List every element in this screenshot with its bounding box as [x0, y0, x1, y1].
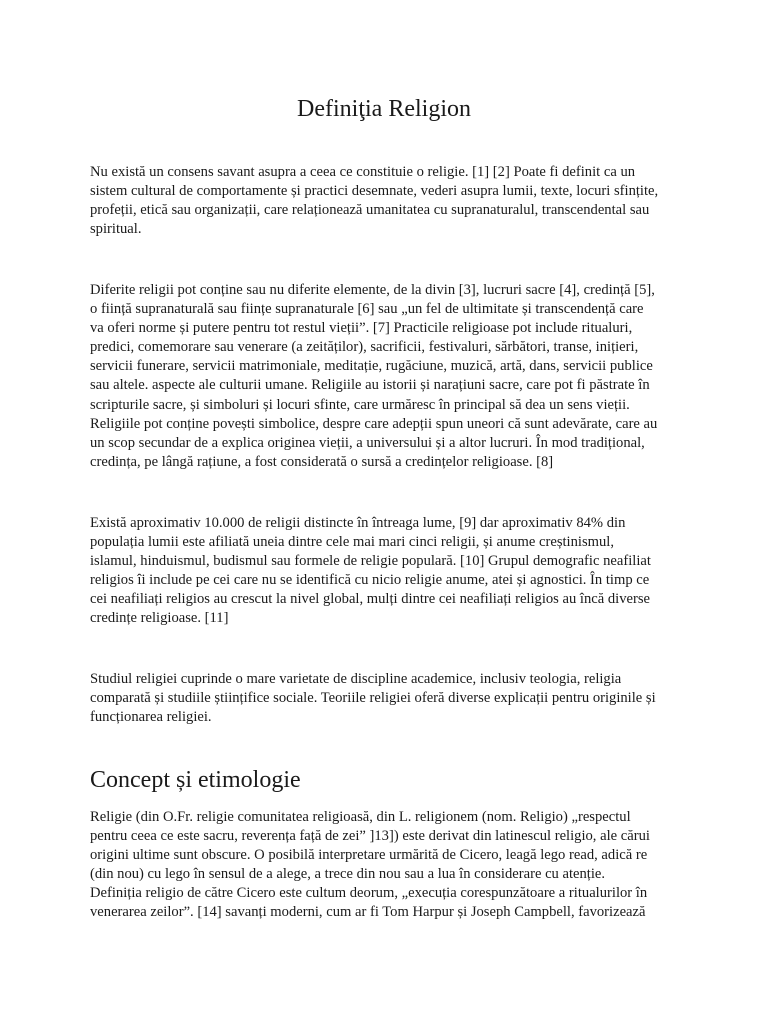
paragraph-etymology: Religie (din O.Fr. religie comunitatea religioasă, din L. religionem (nom. Religio) „respectul pentru ceea ce este sacru, reverența față de zei” ]13]) este derivat din latinescul religio, ale cărui origini ultime sunt obscure. O posibilă interpretare urmărită de Cicero, leagă lego read, adică re (din nou) cu lego în sensul de a alege, a trece din nou sau a lua în considerare cu atenție. Definiția religio de către Cicero este cultum deorum, „execuția corespunzătoare a ritualurilor în venerarea zeilor”. [14] savanți moderni, cum ar fi Tom Harpur și Joseph Campbell, favorizează: [90, 809, 650, 921]
document-title: Definiţia Religion: [297, 96, 471, 122]
paragraph-elements: Diferite religii pot conține sau nu diferite elemente, de la divin [3], lucruri sacre [4], credință [5], o ființă supranaturală sau ființe supranaturale [6] sau „un fel de ultimitate și transcendență care va oferi norme și putere pentru tot restul vieții”. [7] Practicile religioase pot include ritualuri, predici, comemorare sau venerare (a zeităților), sacrificii, festivaluri, sărbători, transe, inițieri, servicii funerare, servicii matrimoniale, meditație, rugăciune, muzică, artă, dans, servicii publice sau altele. aspecte ale culturii umane. Religiile au istorii și narațiuni sacre, care pot fi păstrate în scripturile sacre, și simboluri și locuri sfinte, care urmăresc în principal să dea un sens vieții. Religiile pot conține povești simbolice, despre care adepții spun uneori că sunt adevărate, care au un scop secundar de a explica originea vieții, a universului și a altor lucruri. În mod tradițional, credința, pe lângă rațiune, a fost considerată o sursă a credințelor religioase. [8]: [90, 282, 658, 470]
paragraph-study: Studiul religiei cuprinde o mare varietate de discipline academice, inclusiv teologia, religia comparată și studiile științifice sociale. Teoriile religiei oferă diverse explicații pentru originile și funcționarea religiei.: [90, 671, 656, 726]
section-heading: Concept și etimologie: [90, 767, 301, 793]
paragraph-statistics: Există aproximativ 10.000 de religii distincte în întreaga lume, [9] dar aproximativ 84% din populația lumii este afiliată uneia dintre cele mai mari cinci religii, și anume creștinismul, islamul, hinduismul, budismul sau formele de religie populară. [10] Grupul demografic neafiliat religios îi include pe cei care nu se identifică cu nicio religie anume, atei și agnostici. În timp ce cei neafiliați religios au crescut la nivel global, mulți dintre cei neafiliați religios au încă diverse credințe religioase. [11]: [90, 515, 651, 627]
paragraph-definition: Nu există un consens savant asupra a ceea ce constituie o religie. [1] [2] Poate fi definit ca un sistem cultural de comportamente și practici desemnate, vederi asupra lumii, texte, locuri sfințite, profeții, etică sau organizații, care relaționează umanitatea cu supranaturalul, transcendental sau spiritual.: [90, 164, 659, 238]
